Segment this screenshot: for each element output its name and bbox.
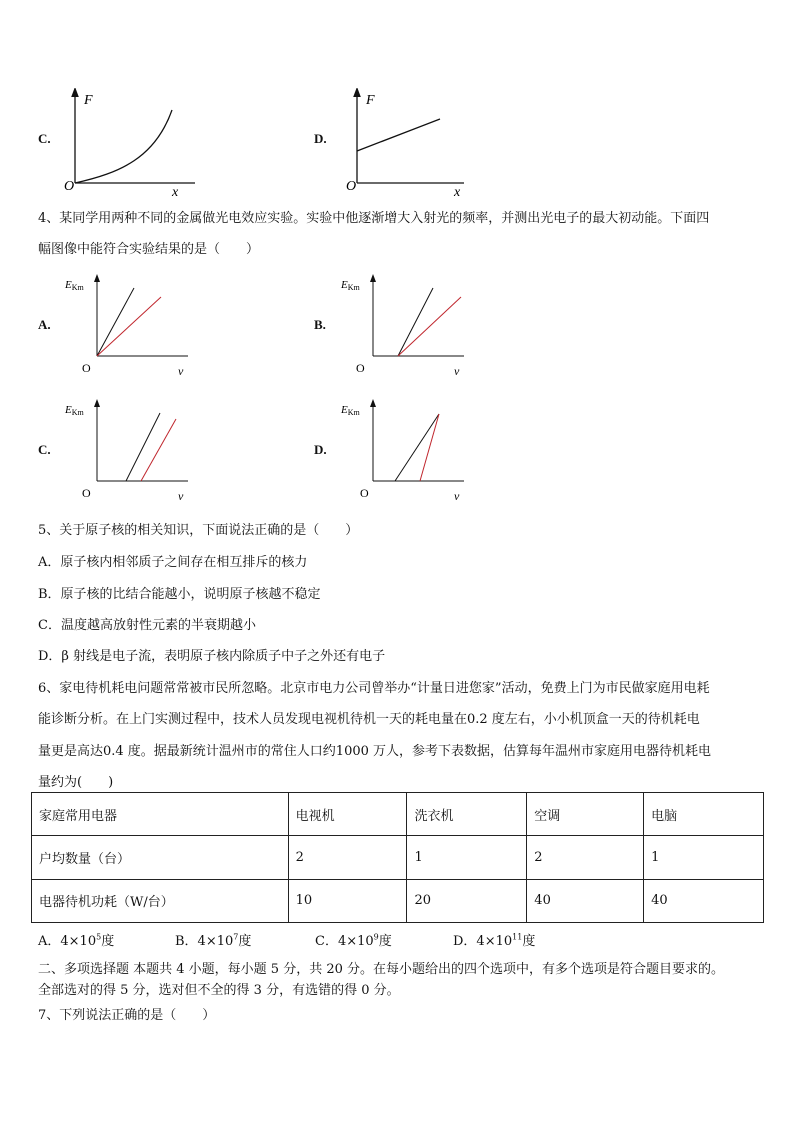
q5-stem: 5、关于原子核的相关知识，下面说法正确的是（ ）	[38, 523, 359, 538]
q5-option-b: B．原子核的比结合能越小，说明原子核越不稳定	[38, 587, 321, 602]
q3-option-c-label: C.	[38, 131, 51, 146]
q4-option-a-label: A.	[38, 317, 51, 332]
origin-label: O	[356, 361, 365, 375]
table-cell: 20	[407, 879, 527, 922]
q3-graph-d	[342, 88, 472, 198]
origin-label: O	[82, 361, 91, 375]
x-axis-label: ν	[178, 364, 184, 378]
x-axis-label: ν	[178, 489, 184, 503]
q6-choice-a: A．$4\times 10^5$度	[38, 932, 115, 949]
table-cell: 2	[527, 836, 644, 879]
x-axis-label: x	[172, 185, 179, 198]
metal-line-black	[97, 288, 134, 356]
origin-label: O	[82, 486, 91, 500]
table-header-row	[32, 793, 764, 836]
standby-power-table	[31, 792, 764, 923]
q4-graph-a	[60, 272, 200, 382]
q6-choice-d: D．$4\times 10^{11}$度	[453, 932, 536, 949]
q4-graph-d	[336, 397, 476, 507]
q4-graph-c	[60, 397, 200, 507]
y-axis-label: F	[84, 93, 93, 108]
metal-line-red	[141, 419, 176, 481]
q4-option-d-label: D.	[314, 442, 327, 457]
table-cell: 40	[644, 879, 764, 922]
table-cell: 1	[407, 836, 527, 879]
x-axis-label: ν	[454, 364, 460, 378]
q5-option-c: C．温度越高放射性元素的半衰期越小	[38, 618, 256, 633]
metal-line-black	[398, 288, 433, 356]
x-axis-label: x	[454, 185, 461, 198]
q6-stem-line1: 6、家电待机耗电问题常常被市民所忽略。北京市电力公司曾举办“计量日进您家”活动，免费上门为市民做家庭用电耗	[38, 681, 710, 696]
metal-line-red	[420, 414, 439, 481]
f-line	[357, 119, 440, 151]
q6-choice-b: B．$4\times 10^7$度	[175, 932, 252, 949]
origin-label: O	[346, 179, 357, 194]
table-cell: 电器待机功耗（W/台）	[32, 879, 289, 922]
table-cell: 家庭常用电器	[32, 793, 289, 836]
q5-option-a: A．原子核内相邻质子之间存在相互排斥的核力	[38, 555, 308, 570]
q4-stem-line2: 幅图像中能符合实验结果的是（ ）	[38, 242, 260, 257]
origin-label: O	[360, 486, 369, 500]
f-curve	[75, 110, 172, 183]
table-cell: 1	[644, 836, 764, 879]
y-axis-label: EKm	[65, 279, 84, 292]
q4-option-c-label: C.	[38, 442, 51, 457]
table-cell: 2	[288, 836, 407, 879]
q4-graph-b	[336, 272, 476, 382]
table-cell: 40	[527, 879, 644, 922]
table-cell: 洗衣机	[407, 793, 527, 836]
q3-graph-c	[60, 88, 200, 198]
metal-line-red	[398, 297, 461, 356]
table-cell: 电视机	[288, 793, 407, 836]
table-row	[32, 879, 764, 922]
q7-stem: 7、下列说法正确的是（ ）	[38, 1008, 216, 1023]
y-axis-label: EKm	[341, 279, 360, 292]
x-axis-label: ν	[454, 489, 460, 503]
table-cell: 户均数量（台）	[32, 836, 289, 879]
section2-line2: 全部选对的得 5 分，选对但不全的得 3 分，有选错的得 0 分。	[38, 983, 400, 998]
q6-stem-line2: 能诊断分析。在上门实测过程中，技术人员发现电视机待机一天的耗电量在0.2 度左右，小小机顶盒一天的待机耗电	[38, 712, 700, 727]
table-cell: 10	[288, 879, 407, 922]
q4-stem-line1: 4、某同学用两种不同的金属做光电效应实验。实验中他逐渐增大入射光的频率，并测出光电子的最大初动能。下面四	[38, 211, 710, 226]
metal-line-black	[126, 413, 160, 481]
q6-choice-c: C．$4\times 10^9$度	[315, 932, 392, 949]
q5-option-d: D．β 射线是电子流，表明原子核内除质子中子之外还有电子	[38, 649, 386, 664]
table-cell: 电脑	[644, 793, 764, 836]
y-axis-label: EKm	[65, 404, 84, 417]
metal-line-red	[97, 297, 161, 356]
y-axis-label: EKm	[341, 404, 360, 417]
metal-line-black	[395, 414, 439, 481]
q6-stem-line4: 量约为( )	[38, 775, 114, 790]
q6-stem-line3: 量更是高达0.4 度。据最新统计温州市的常住人口约1000 万人，参考下表数据，估算每年温州市家庭用电器待机耗电	[38, 744, 712, 759]
table-cell: 空调	[527, 793, 644, 836]
table-row	[32, 836, 764, 879]
origin-label: O	[64, 179, 75, 194]
y-axis-label: F	[366, 93, 375, 108]
q3-option-d-label: D.	[314, 131, 327, 146]
section2-line1: 二、多项选择题 本题共 4 小题，每小题 5 分，共 20 分。在每小题给出的四个选项中，有多个选项是符合题目要求的。	[38, 962, 725, 977]
q4-option-b-label: B.	[314, 317, 326, 332]
